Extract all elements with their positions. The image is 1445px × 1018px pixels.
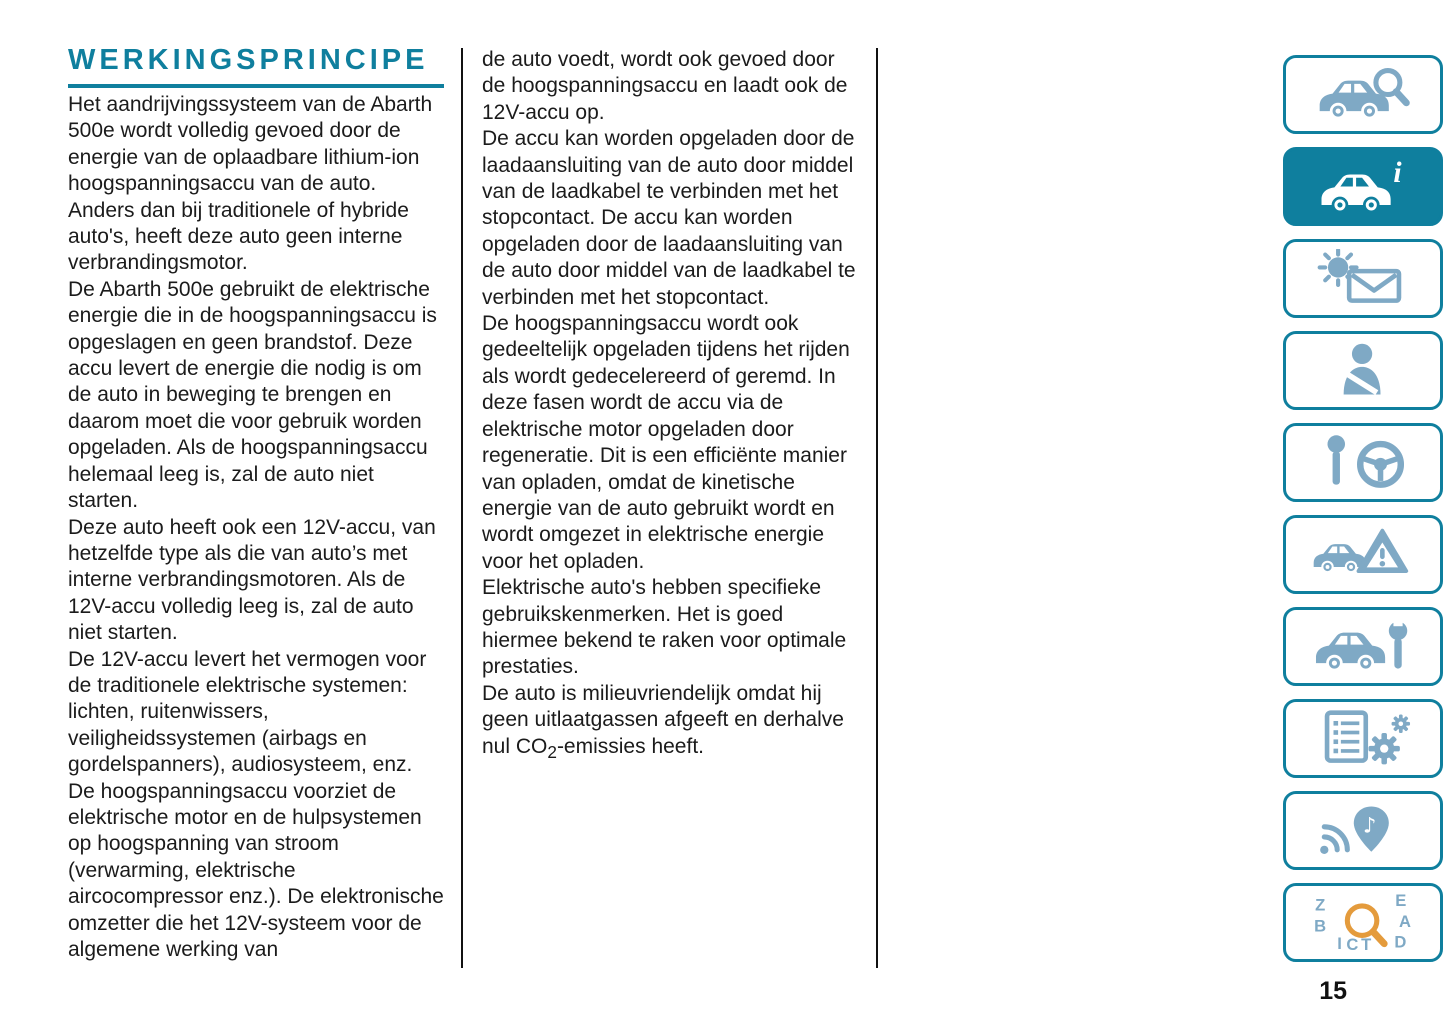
paragraph: De hoogspanningsaccu voorziet de elektrische motor en de hulpsystemen op hoogspanning van stroom (verwarming, elektrische aircocompressor enz.). De elektronische omzetter die het 12V-systeem voor de algemene werking van xyxy=(68,779,444,961)
co2-subscript: 2 xyxy=(547,741,557,762)
sound-waves-pin-icon xyxy=(1312,801,1414,860)
paragraph: Deze auto heeft ook een 12V-accu, van hetzelfde type als die van auto’s met interne verbrandingsmotoren. Als de 12V-accu volledig leeg is, zal de auto niet starten. xyxy=(68,515,436,645)
right-column xyxy=(482,47,859,765)
paragraph: De 12V-accu levert het vermogen voor de traditionele elektrische systemen: lichten, ruitenwissers, veiligheidssystemen (airbags en gordelspanners), audiosysteem, enz. xyxy=(68,647,427,777)
content-edge-divider xyxy=(876,48,878,968)
svg-text:♪: ♪ xyxy=(1363,812,1377,838)
sidebar-item-dashboard-info[interactable] xyxy=(1283,147,1443,226)
sidebar-item-warning-lights-messages[interactable] xyxy=(1283,239,1443,318)
paragraph xyxy=(482,681,859,765)
svg-text:T: T xyxy=(1361,935,1372,952)
column-divider xyxy=(461,48,463,968)
paragraph: De accu kan worden opgeladen door de laadaansluiting van de auto door middel van de laadkabel te verbinden met het stopcontact. De accu kan worden opgeladen door de laadaansluiting van de auto door middel van de laadkabel te verbinden met het stopcontact. xyxy=(482,127,856,309)
paragraph: Elektrische auto's hebben specifieke gebruikskenmerken. Het is goed hiermee bekend te raken voor optimale prestaties. xyxy=(482,576,847,679)
svg-text:A: A xyxy=(1398,912,1411,932)
svg-text:I: I xyxy=(1337,934,1342,952)
car-wrench-icon xyxy=(1312,617,1414,676)
paragraph: Het aandrijvingssysteem van de Abarth 500e wordt volledig gevoed door de energie van de oplaadbare lithium-ion hoogspanningsaccu van de auto. Anders dan bij traditionele of hybride auto's, heeft deze auto geen interne verbrandingsmotor. xyxy=(68,93,433,275)
occupant-seatbelt-icon xyxy=(1312,341,1414,400)
svg-text:D: D xyxy=(1394,932,1407,952)
sidebar-item-alphabetical-index[interactable] xyxy=(1283,883,1443,962)
gear-lever-steering-wheel-icon xyxy=(1312,433,1414,492)
sidebar-item-multimedia[interactable] xyxy=(1283,791,1443,870)
car-info-icon xyxy=(1312,157,1414,216)
sidebar-item-getting-to-know-the-car[interactable] xyxy=(1283,55,1443,134)
letters-magnifier-icon xyxy=(1312,893,1414,952)
co2-text-pre: De auto is milieuvriendelijk omdat hij geen uitlaatgassen afgeeft en derhalve nul CO xyxy=(482,681,844,758)
svg-text:i: i xyxy=(1393,157,1402,189)
paragraph: De hoogspanningsaccu wordt ook gedeeltelijk opgeladen tijdens het rijden als wordt gedecelereerd of geremd. In deze fasen wordt de accu via de elektrische motor opgeladen door regeneratie. Dit is een efficiënte manier van opladen, omdat de kinetische energie van de auto gebruikt wordt en wordt omgezet in elektrische energie voor het opladen. xyxy=(482,312,850,573)
svg-text:Z: Z xyxy=(1315,895,1326,915)
sidebar-item-safety[interactable] xyxy=(1283,331,1443,410)
car-warning-triangle-icon xyxy=(1312,525,1414,584)
sidebar-item-servicing-and-care[interactable] xyxy=(1283,607,1443,686)
page-number: 15 xyxy=(1319,977,1347,1005)
left-column xyxy=(68,92,446,963)
paragraph: de auto voedt, wordt ook gevoed door de hoogspanningsaccu en laadt ook de 12V-accu op. xyxy=(482,48,848,124)
chapter-nav xyxy=(1283,55,1443,962)
sidebar-item-technical-data[interactable] xyxy=(1283,699,1443,778)
spec-sheet-gears-icon xyxy=(1312,709,1414,768)
page-title: WERKINGSPRINCIPE xyxy=(68,44,444,88)
co2-text-post: -emissies heeft. xyxy=(556,734,704,758)
svg-text:C: C xyxy=(1346,935,1359,952)
sidebar-item-in-emergency[interactable] xyxy=(1283,515,1443,594)
sidebar-item-starting-and-driving[interactable] xyxy=(1283,423,1443,502)
svg-text:E: E xyxy=(1395,893,1407,910)
car-magnifier-icon xyxy=(1312,65,1414,124)
warning-light-envelope-icon xyxy=(1312,249,1414,308)
paragraph: De Abarth 500e gebruikt de elektrische energie die in de hoogspanningsaccu is opgeslagen en geen brandstof. Deze accu levert de energie die nodig is om de auto in beweging te brengen en daarom moet die voor gebruik worden opgeladen. Als de hoogspanningsaccu helemaal leeg is, zal de auto niet starten. xyxy=(68,277,437,513)
svg-text:B: B xyxy=(1314,916,1327,936)
